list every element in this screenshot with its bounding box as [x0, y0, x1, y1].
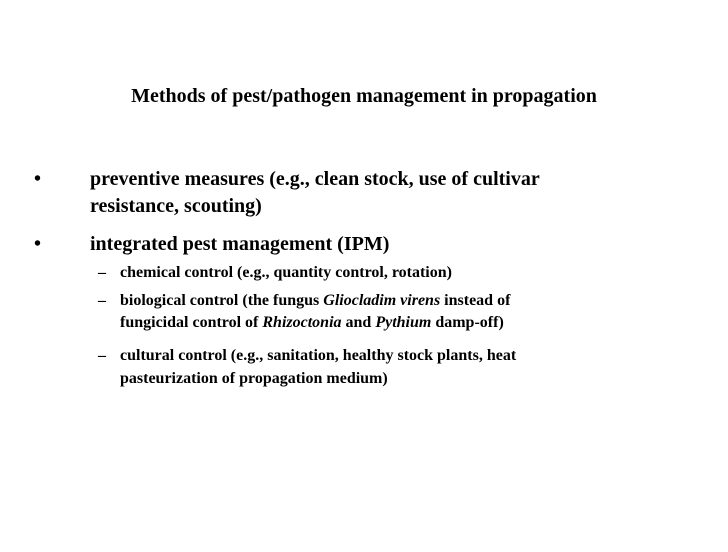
slide-title: Methods of pest/pathogen management in propagation	[131, 85, 597, 107]
genus-name: Rhizoctonia	[262, 314, 342, 331]
bullet-text-line1: preventive measures (e.g., clean stock, use of cultivar	[90, 168, 540, 190]
bullet-text-line1: integrated pest management (IPM)	[90, 233, 390, 255]
text-run: damp-off)	[431, 314, 504, 331]
sub-bullet-dash: –	[98, 347, 106, 364]
bullet-text-line2: resistance, scouting)	[90, 195, 262, 217]
text-run: instead of	[440, 292, 511, 309]
sub-bullet-dash: –	[98, 264, 106, 281]
text-run: and	[341, 314, 376, 331]
text-run: biological control (the fungus	[120, 292, 324, 309]
sub-bullet-dash: –	[98, 292, 106, 309]
species-name: Gliocladim virens	[323, 292, 441, 309]
sub-bullet-text-line1: cultural control (e.g., sanitation, healthy stock plants, heat	[120, 347, 517, 364]
sub-bullet-text-line2	[120, 312, 504, 334]
bullet-dot: •	[34, 233, 42, 255]
genus-name: Pythium	[375, 314, 432, 331]
sub-bullet-text-line1	[120, 290, 510, 312]
sub-bullet-text-line2: pasteurization of propagation medium)	[120, 370, 388, 387]
sub-bullet-text-line1: chemical control (e.g., quantity control, rotation)	[120, 264, 452, 281]
bullet-dot: •	[34, 168, 42, 190]
text-run: fungicidal control of	[120, 314, 263, 331]
